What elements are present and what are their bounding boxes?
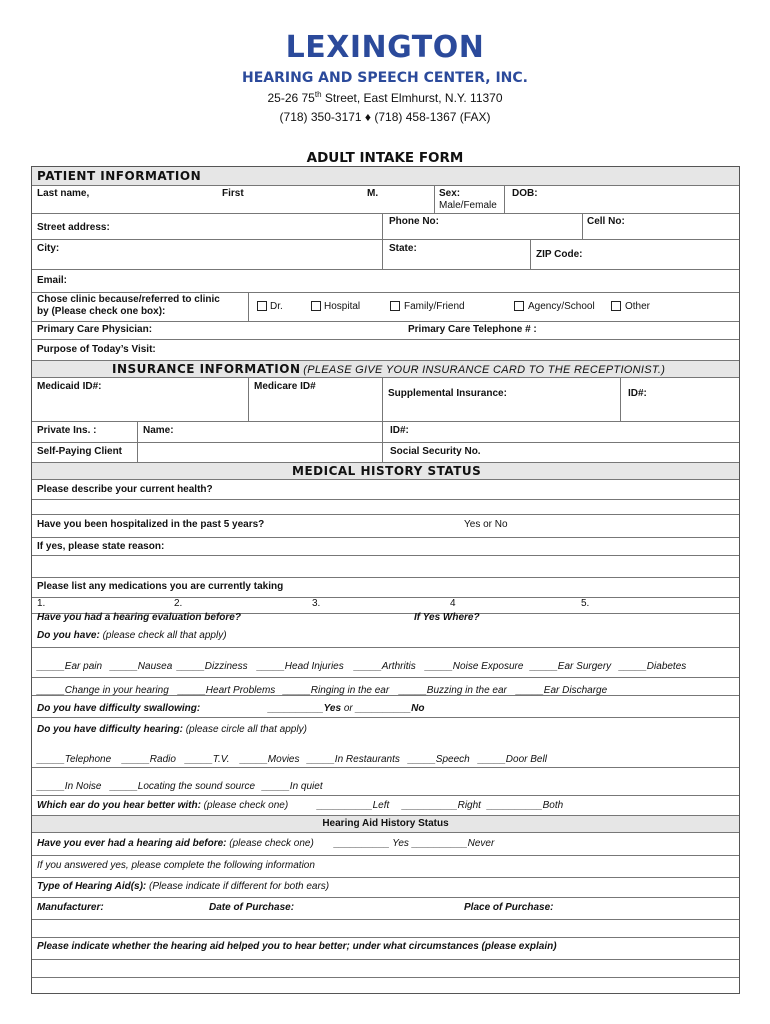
medication-2: 2.: [174, 598, 183, 609]
purchase-date-label: Date of Purchase:: [209, 902, 295, 913]
symptom-change-hearing[interactable]: _____Change in your hearing: [37, 685, 169, 696]
checkbox-agency-school[interactable]: [514, 301, 524, 311]
org-address: 25-26 75th Street, East Elmhurst, N.Y. 11370: [267, 90, 503, 105]
symptom-dizziness[interactable]: _____Dizziness: [177, 661, 248, 672]
purchase-place-label: Place of Purchase:: [464, 902, 554, 913]
cell-label: Cell No:: [587, 216, 625, 227]
supplemental-label: Supplemental Insurance:: [388, 388, 507, 399]
supplemental-id-label: ID#:: [628, 388, 647, 399]
private-name-label: Name:: [143, 425, 174, 436]
private-id-label: ID#:: [390, 425, 409, 436]
medication-5: 5.: [581, 598, 590, 609]
if-yes-where-label: If Yes Where?: [414, 612, 480, 623]
self-paying-label: Self-Paying Client: [37, 446, 123, 457]
aid-type-label: Type of Hearing Aid(s): (Please indicate if different for both ears): [37, 881, 330, 892]
org-phone: (718) 350-3171 ♦ (718) 458-1367 (FAX): [279, 110, 491, 124]
symptom-diabetes[interactable]: _____Diabetes: [619, 661, 687, 672]
street-label: Street address:: [37, 222, 110, 233]
symptom-ear-pain[interactable]: _____Ear pain: [37, 661, 103, 672]
better-ear-label: Which ear do you hear better with: (please check one): [37, 800, 289, 811]
swallowing-options[interactable]: __________Yes or __________No: [268, 703, 425, 714]
difficulty-restaurants[interactable]: _____In Restaurants: [307, 754, 400, 765]
sex-label: Sex:: [439, 188, 461, 199]
do-you-have-label: Do you have: (please check all that apply): [37, 630, 227, 641]
first-name-label: First: [222, 188, 244, 199]
symptom-noise-exposure[interactable]: _____Noise Exposure: [425, 661, 524, 672]
dob-label: DOB:: [512, 188, 538, 199]
state-label: State:: [389, 243, 417, 254]
last-name-label: Last name,: [37, 188, 90, 199]
sex-options: Male/Female: [439, 200, 497, 211]
purpose-label: Purpose of Today’s Visit:: [37, 344, 156, 355]
difficulty-movies[interactable]: _____Movies: [240, 754, 300, 765]
city-label: City:: [37, 243, 60, 254]
if-yes-instructions: If you answered yes, please complete the following information: [37, 860, 315, 871]
aid-helped-label: Please indicate whether the hearing aid helped you to hear better; under what circumstances (please explain): [37, 941, 557, 952]
middle-initial-label: M.: [367, 188, 379, 199]
difficulty-in-quiet[interactable]: _____In quiet: [262, 781, 323, 792]
checkbox-hospital[interactable]: [311, 301, 321, 311]
difficulty-locating[interactable]: _____Locating the sound source: [110, 781, 256, 792]
difficulty-door-bell[interactable]: _____Door Bell: [478, 754, 547, 765]
symptom-ear-surgery[interactable]: _____Ear Surgery: [530, 661, 612, 672]
option-other-label: Other: [625, 301, 651, 312]
phone-label: Phone No:: [389, 216, 439, 227]
difficulty-telephone[interactable]: _____Telephone: [37, 754, 112, 765]
had-hearing-aid-yes[interactable]: __________ Yes: [334, 838, 409, 849]
hearing-eval-label: Have you had a hearing evaluation before?: [37, 612, 241, 623]
difficulty-hearing-label: Do you have difficulty hearing: (please circle all that apply): [37, 724, 307, 735]
symptom-nausea[interactable]: _____Nausea: [110, 661, 173, 672]
pcp-label: Primary Care Physician:: [37, 324, 153, 335]
checkbox-other[interactable]: [611, 301, 621, 311]
option-family-label: Family/Friend: [404, 301, 465, 312]
medicare-label: Medicare ID#: [254, 381, 316, 392]
manufacturer-label: Manufacturer:: [37, 902, 104, 913]
symptom-heart-problems[interactable]: _____Heart Problems: [178, 685, 276, 696]
symptom-ringing[interactable]: _____Ringing in the ear: [283, 685, 390, 696]
medication-3: 3.: [312, 598, 321, 609]
reason-label: If yes, please state reason:: [37, 541, 165, 552]
hospitalized-yes-no: Yes or No: [464, 519, 508, 530]
intake-form: [31, 166, 740, 994]
pcp-phone-label: Primary Care Telephone # :: [408, 324, 537, 335]
clinic-reason-label-2: by (Please check one box):: [37, 306, 166, 317]
swallowing-label: Do you have difficulty swallowing:: [37, 703, 201, 714]
medications-label: Please list any medications you are currently taking: [37, 581, 284, 592]
difficulty-tv[interactable]: _____T.V.: [185, 754, 230, 765]
option-hospital-label: Hospital: [324, 301, 361, 312]
insurance-section-title: INSURANCE INFORMATION (PLEASE GIVE YOUR INSURANCE CARD TO THE RECEPTIONIST.): [112, 362, 666, 376]
medication-4: 4: [450, 598, 456, 609]
checkbox-dr[interactable]: [257, 301, 267, 311]
option-dr-label: Dr.: [270, 301, 283, 312]
form-title: ADULT INTAKE FORM: [306, 150, 464, 166]
option-agency-label: Agency/School: [528, 301, 595, 312]
org-subtitle: HEARING AND SPEECH CENTER, INC.: [242, 70, 528, 86]
difficulty-in-noise[interactable]: _____In Noise: [37, 781, 102, 792]
medical-section-title: MEDICAL HISTORY STATUS: [292, 464, 482, 478]
symptom-arthritis[interactable]: _____Arthritis: [354, 661, 416, 672]
ssn-label: Social Security No.: [390, 446, 481, 457]
checkbox-family-friend[interactable]: [390, 301, 400, 311]
medication-1: 1.: [37, 598, 46, 609]
clinic-reason-label-1: Chose clinic because/referred to clinic: [37, 294, 220, 305]
zip-label: ZIP Code:: [536, 249, 583, 260]
better-ear-right[interactable]: __________Right: [402, 800, 481, 811]
better-ear-left[interactable]: __________Left: [317, 800, 390, 811]
better-ear-both[interactable]: __________Both: [487, 800, 564, 811]
medicaid-label: Medicaid ID#:: [37, 381, 102, 392]
private-ins-label: Private Ins. :: [37, 425, 97, 436]
email-label: Email:: [37, 275, 68, 286]
had-hearing-aid-label: Have you ever had a hearing aid before: (please check one): [37, 838, 314, 849]
org-name: LEXINGTON: [285, 30, 485, 65]
difficulty-speech[interactable]: _____Speech: [408, 754, 470, 765]
had-hearing-aid-never[interactable]: __________Never: [412, 838, 495, 849]
symptom-ear-discharge[interactable]: _____Ear Discharge: [516, 685, 608, 696]
symptom-head-injuries[interactable]: _____Head Injuries: [257, 661, 344, 672]
hospitalized-label: Have you been hospitalized in the past 5 years?: [37, 519, 265, 530]
hearing-aid-section-title: Hearing Aid History Status: [322, 818, 449, 829]
difficulty-radio[interactable]: _____Radio: [122, 754, 176, 765]
symptom-buzzing[interactable]: _____Buzzing in the ear: [399, 685, 507, 696]
patient-section-title: PATIENT INFORMATION: [37, 169, 202, 183]
current-health-label: Please describe your current health?: [37, 484, 213, 495]
